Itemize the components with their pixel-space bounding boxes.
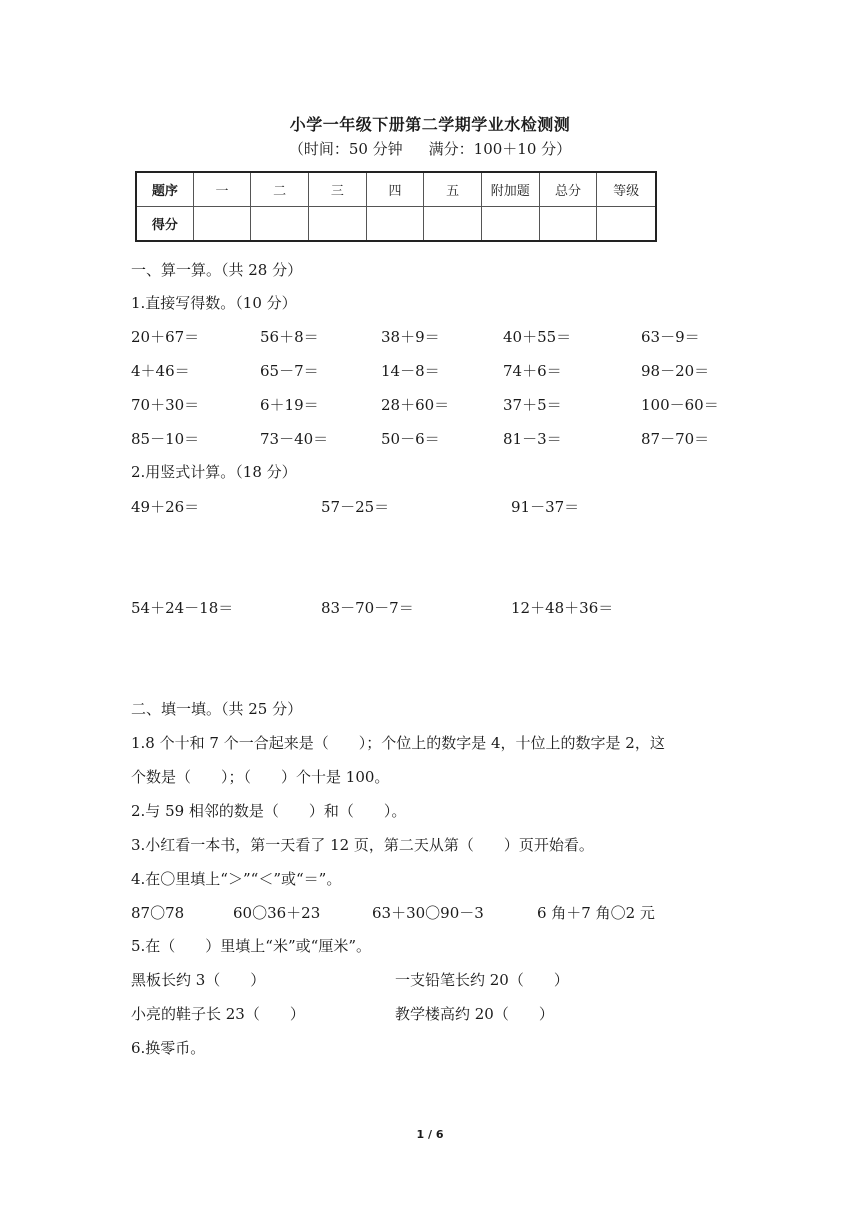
score-cell: 二 — [251, 172, 309, 207]
exam-time: （时间：50 分钟 — [288, 140, 403, 158]
score-cell: 附加题 — [481, 172, 539, 207]
compare-item: 87〇78 — [131, 904, 185, 922]
score-input-cell[interactable] — [539, 207, 597, 242]
fill-question-5: 5.在（ ）里填上“米”或“厘米”。 — [131, 937, 371, 955]
arithmetic-item: 37＋5＝ — [503, 396, 562, 414]
fill-question-4: 4.在〇里填上“＞”“＜”或“＝”。 — [131, 870, 342, 888]
arithmetic-item: 4＋46＝ — [131, 362, 190, 380]
score-input-cell[interactable] — [424, 207, 482, 242]
score-input-cell[interactable] — [193, 207, 251, 242]
arithmetic-item: 20＋67＝ — [131, 328, 200, 346]
exam-info — [0, 138, 860, 159]
arithmetic-item: 73－40＝ — [260, 430, 329, 448]
arithmetic-item: 100－60＝ — [641, 396, 719, 414]
score-table-header-row — [136, 172, 656, 207]
arithmetic-item: 70＋30＝ — [131, 396, 200, 414]
score-row-label: 得分 — [136, 207, 193, 242]
score-cell: 题序 — [136, 172, 193, 207]
arithmetic-item: 65－7＝ — [260, 362, 319, 380]
vertical-calc-item: 83－70－7＝ — [321, 599, 414, 617]
arithmetic-item: 6＋19＝ — [260, 396, 319, 414]
score-input-cell[interactable] — [597, 207, 656, 242]
page-title: 小学一年级下册第二学期学业水检测测 — [289, 115, 571, 134]
vertical-calc-item: 57－25＝ — [321, 498, 390, 516]
vertical-calc-item: 91－37＝ — [511, 498, 580, 516]
vertical-calc-item: 12＋48＋36＝ — [511, 599, 614, 617]
score-table — [135, 171, 657, 242]
score-cell: 一 — [193, 172, 251, 207]
unit-item: 一支铅笔长约 20（ ） — [395, 971, 569, 989]
section-2-heading: 二、填一填。（共 25 分） — [131, 700, 303, 718]
arithmetic-item: 14－8＝ — [381, 362, 440, 380]
score-cell: 五 — [424, 172, 482, 207]
unit-item: 黑板长约 3（ ） — [131, 971, 266, 989]
score-cell: 等级 — [597, 172, 656, 207]
arithmetic-item: 87－70＝ — [641, 430, 710, 448]
arithmetic-item: 63－9＝ — [641, 328, 700, 346]
arithmetic-item: 28＋60＝ — [381, 396, 450, 414]
unit-item: 教学楼高约 20（ ） — [395, 1005, 554, 1023]
score-cell: 四 — [366, 172, 424, 207]
arithmetic-item: 50－6＝ — [381, 430, 440, 448]
arithmetic-item: 85－10＝ — [131, 430, 200, 448]
arithmetic-item: 56＋8＝ — [260, 328, 319, 346]
arithmetic-item: 74＋6＝ — [503, 362, 562, 380]
compare-item: 60〇36＋23 — [233, 904, 321, 922]
unit-item: 小亮的鞋子长 23（ ） — [131, 1005, 305, 1023]
fill-question-6: 6.换零币。 — [131, 1039, 206, 1057]
score-input-cell[interactable] — [366, 207, 424, 242]
compare-item: 6 角＋7 角〇2 元 — [537, 904, 655, 922]
fill-question-3: 3.小红看一本书，第一天看了 12 页，第二天从第（ ）页开始看。 — [131, 836, 594, 854]
score-cell: 总分 — [539, 172, 597, 207]
score-input-cell[interactable] — [251, 207, 309, 242]
compare-item: 63＋30〇90－3 — [372, 904, 484, 922]
section-1-heading: 一、算一算。（共 28 分） — [131, 261, 303, 279]
score-cell: 三 — [309, 172, 367, 207]
vertical-calc-item: 54＋24－18＝ — [131, 599, 234, 617]
fill-question-2: 2.与 59 相邻的数是（ ）和（ ）。 — [131, 802, 407, 820]
fill-question-1: 1.8 个十和 7 个一合起来是（ ）；个位上的数字是 4，十位上的数字是 2，这 — [131, 734, 665, 752]
arithmetic-item: 81－3＝ — [503, 430, 562, 448]
arithmetic-item: 38＋9＝ — [381, 328, 440, 346]
question-1-title: 1.直接写得数。（10 分） — [131, 294, 297, 312]
fill-question-1-cont: 个数是（ ）；（ ）个十是 100。 — [131, 768, 390, 786]
arithmetic-item: 40＋55＝ — [503, 328, 572, 346]
score-input-cell[interactable] — [481, 207, 539, 242]
question-2-title: 2.用竖式计算。（18 分） — [131, 463, 297, 481]
exam-full-score: 满分：100＋10 分） — [428, 140, 572, 158]
vertical-calc-item: 49＋26＝ — [131, 498, 200, 516]
score-input-cell[interactable] — [309, 207, 367, 242]
page-number: 1 / 6 — [416, 1128, 444, 1141]
arithmetic-item: 98－20＝ — [641, 362, 710, 380]
score-table-score-row — [136, 207, 656, 242]
